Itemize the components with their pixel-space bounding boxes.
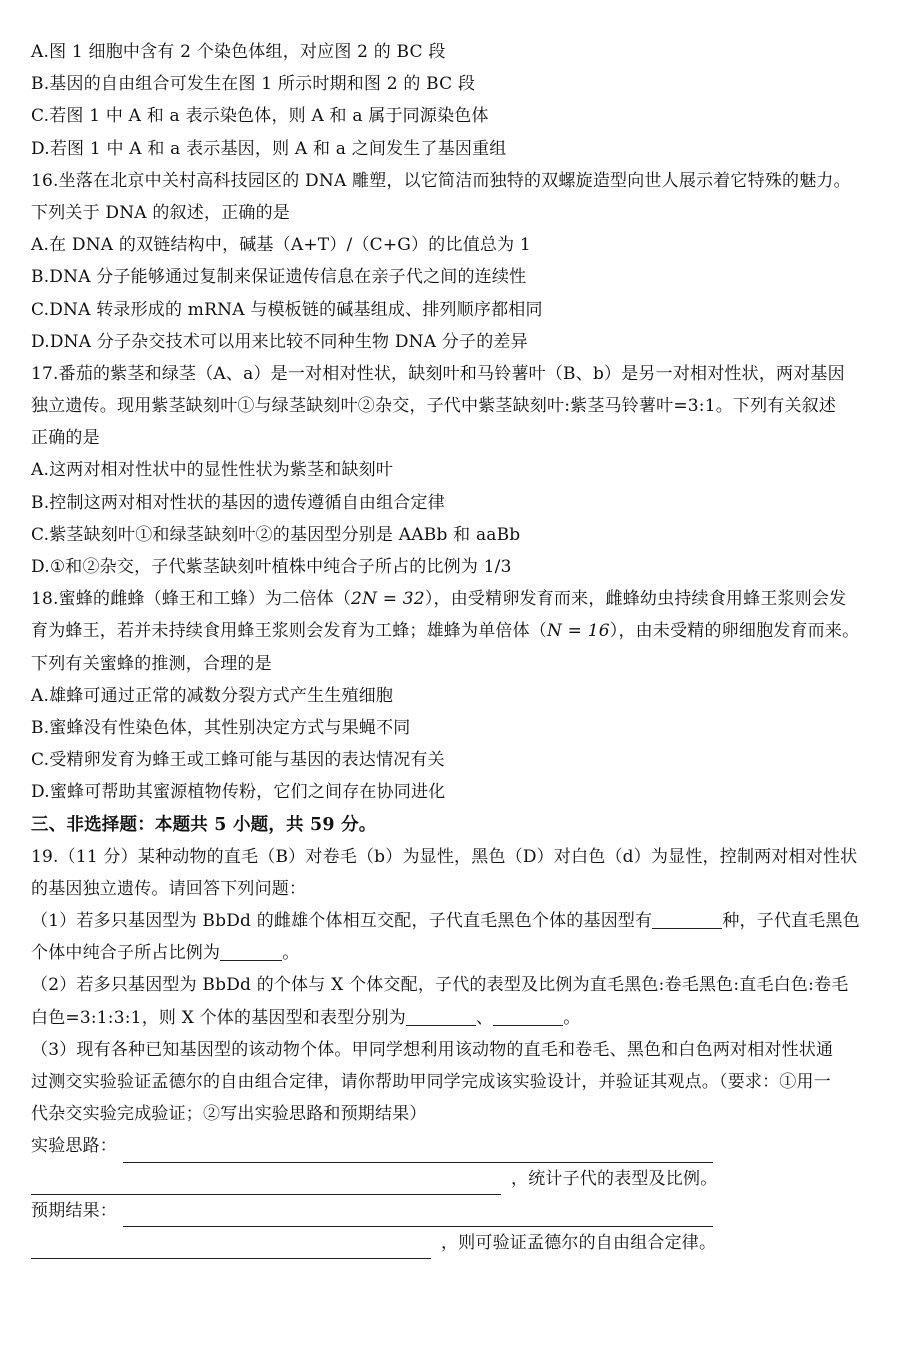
section-3-heading: 三、非选择题：本题共 5 小题，共 59 分。 <box>31 814 377 835</box>
q18-stem-2a: 育为蜂王，若并未持续食用蜂王浆则会发育为工蜂；雄蜂为单倍体（ <box>31 621 547 642</box>
q18-stem-1a: 18.蜜蜂的雌蜂（蜂王和工蜂）为二倍体（ <box>31 589 352 610</box>
q19-part1-line-2 <box>31 937 876 969</box>
q19-idea-line-2 <box>31 1163 876 1195</box>
q19-part2-text-d: 。 <box>563 1007 581 1028</box>
q15-option-b: B.基因的自由组合可发生在图 1 所示时期和图 2 的 BC 段 <box>31 74 476 95</box>
exam-page <box>31 36 876 1259</box>
q18-stem-line-2 <box>31 615 876 647</box>
q19-part3-line-3: 代杂交实验完成验证；②写出实验思路和预期结果） <box>31 1104 427 1125</box>
q18-stem-line-3: 下列有关蜜蜂的推测，合理的是 <box>31 653 272 674</box>
q19-part2-line-1: （2）若多只基因型为 BbDd 的个体与 X 个体交配，子代的表型及比例为直毛黑色:卷毛黑色:直毛白色:卷毛 <box>31 975 849 996</box>
q18-stem-1b: ），由受精卵发育而来，雌蜂幼虫持续食用蜂王浆则会发 <box>424 589 847 610</box>
q17-option-c: C.紫茎缺刻叶①和绿茎缺刻叶②的基因型分别是 AABb 和 aaBb <box>31 524 521 545</box>
q19-result-tail: ，则可验证孟德尔的自由组合定律。 <box>441 1232 717 1253</box>
q19-result-line-2 <box>31 1227 876 1259</box>
q19-result-line-1 <box>31 1195 876 1227</box>
q15-option-a: A.图 1 细胞中含有 2 个染色体组，对应图 2 的 BC 段 <box>31 42 446 62</box>
q17-option-d: D.①和②杂交，子代紫茎缺刻叶植株中纯合子所占的比例为 1/3 <box>31 557 512 577</box>
q19-part3-line-2: 过测交实验验证孟德尔的自由组合定律，请你帮助甲同学完成该实验设计，并验证其观点。（要求：①用一 <box>31 1072 831 1092</box>
q19-part3-line-1: （3）现有各种已知基因型的该动物个体。甲同学想利用该动物的直毛和卷毛、黑色和白色两对相对性状通 <box>31 1039 834 1060</box>
q19-idea-line-1 <box>31 1130 876 1162</box>
q19-stem-line-1: 19.（11 分）某种动物的直毛（B）对卷毛（b）为显性，黑色（D）对白色（d）为显性，控制两对相对性状 <box>31 846 858 867</box>
q19-blank-3[interactable] <box>406 1005 476 1026</box>
q18-formula-2n: 2N = 32 <box>351 589 425 610</box>
q17-stem-line-1: 17.番茄的紫茎和绿茎（A、a）是一对相对性状，缺刻叶和马铃薯叶（B、b）是另一对相对性状，两对基因 <box>31 363 845 384</box>
q17-option-b: B.控制这两对相对性状的基因的遗传遵循自由组合定律 <box>31 492 445 513</box>
q19-idea-blank-2[interactable] <box>31 1172 501 1195</box>
q17-stem-line-2: 独立遗传。现用紫茎缺刻叶①与绿茎缺刻叶②杂交，子代中紫茎缺刻叶:紫茎马铃薯叶=3:1。下列有关叙述 <box>31 396 837 417</box>
q15-option-c: C.若图 1 中 A 和 a 表示染色体，则 A 和 a 属于同源染色体 <box>31 106 489 127</box>
q17-stem-line-3: 正确的是 <box>31 428 100 449</box>
q16-stem-line-1: 16.坐落在北京中关村高科技园区的 DNA 雕塑，以它简洁而独特的双螺旋造型向世人展示着它特殊的魅力。 <box>31 170 851 191</box>
q19-part1-text-b: 种，子代直毛黑色 <box>722 911 860 932</box>
q15-option-d: D.若图 1 中 A 和 a 表示基因，则 A 和 a 之间发生了基因重组 <box>31 138 507 159</box>
q19-blank-1[interactable] <box>652 908 722 929</box>
q19-idea-label: 实验思路： <box>31 1136 117 1157</box>
q18-option-d: D.蜜蜂可帮助其蜜源植物传粉，它们之间存在协同进化 <box>31 782 446 803</box>
q19-part2-text-c: 、 <box>476 1007 494 1028</box>
q18-stem-line-1 <box>31 583 876 615</box>
q19-stem-line-2: 的基因独立遗传。请回答下列问题： <box>31 878 307 899</box>
q19-idea-blank-1[interactable] <box>123 1140 713 1163</box>
q16-option-c: C.DNA 转录形成的 mRNA 与模板链的碱基组成、排列顺序都相同 <box>31 299 543 320</box>
q19-part1-line-1 <box>31 905 876 937</box>
q19-part1-text-c: 个体中纯合子所占比例为 <box>31 943 221 964</box>
q16-option-b: B.DNA 分子能够通过复制来保证遗传信息在亲子代之间的连续性 <box>31 267 527 288</box>
q19-part2-line-2 <box>31 1002 876 1034</box>
q19-blank-4[interactable] <box>493 1005 563 1026</box>
q19-result-blank-1[interactable] <box>123 1204 713 1227</box>
q18-formula-n: N = 16 <box>547 621 610 642</box>
q16-stem-line-2: 下列关于 DNA 的叙述，正确的是 <box>31 202 290 223</box>
q16-option-d: D.DNA 分子杂交技术可以用来比较不同种生物 DNA 分子的差异 <box>31 331 528 352</box>
q19-blank-2[interactable] <box>220 940 282 961</box>
q16-option-a: A.在 DNA 的双链结构中，碱基（A+T）/（C+G）的比值总为 1 <box>31 235 531 256</box>
q18-option-a: A.雄蜂可通过正常的减数分裂方式产生生殖细胞 <box>31 685 394 706</box>
q18-stem-2b: ），由未受精的卵细胞发育而来。 <box>609 621 860 642</box>
q17-option-a: A.这两对相对性状中的显性性状为紫茎和缺刻叶 <box>31 460 394 481</box>
q19-result-label: 预期结果： <box>31 1200 117 1221</box>
q19-idea-tail: ，统计子代的表型及比例。 <box>511 1168 718 1189</box>
q19-part1-text-d: 。 <box>282 943 300 964</box>
q18-option-b: B.蜜蜂没有性染色体，其性别决定方式与果蝇不同 <box>31 717 411 738</box>
q19-part2-text-b: 白色=3:1:3:1，则 X 个体的基因型和表型分别为 <box>31 1007 406 1028</box>
q19-part1-text-a: （1）若多只基因型为 BbDd 的雌雄个体相互交配，子代直毛黑色个体的基因型有 <box>31 911 653 932</box>
q19-result-blank-2[interactable] <box>31 1236 431 1259</box>
q18-option-c: C.受精卵发育为蜂王或工蜂可能与基因的表达情况有关 <box>31 750 445 771</box>
